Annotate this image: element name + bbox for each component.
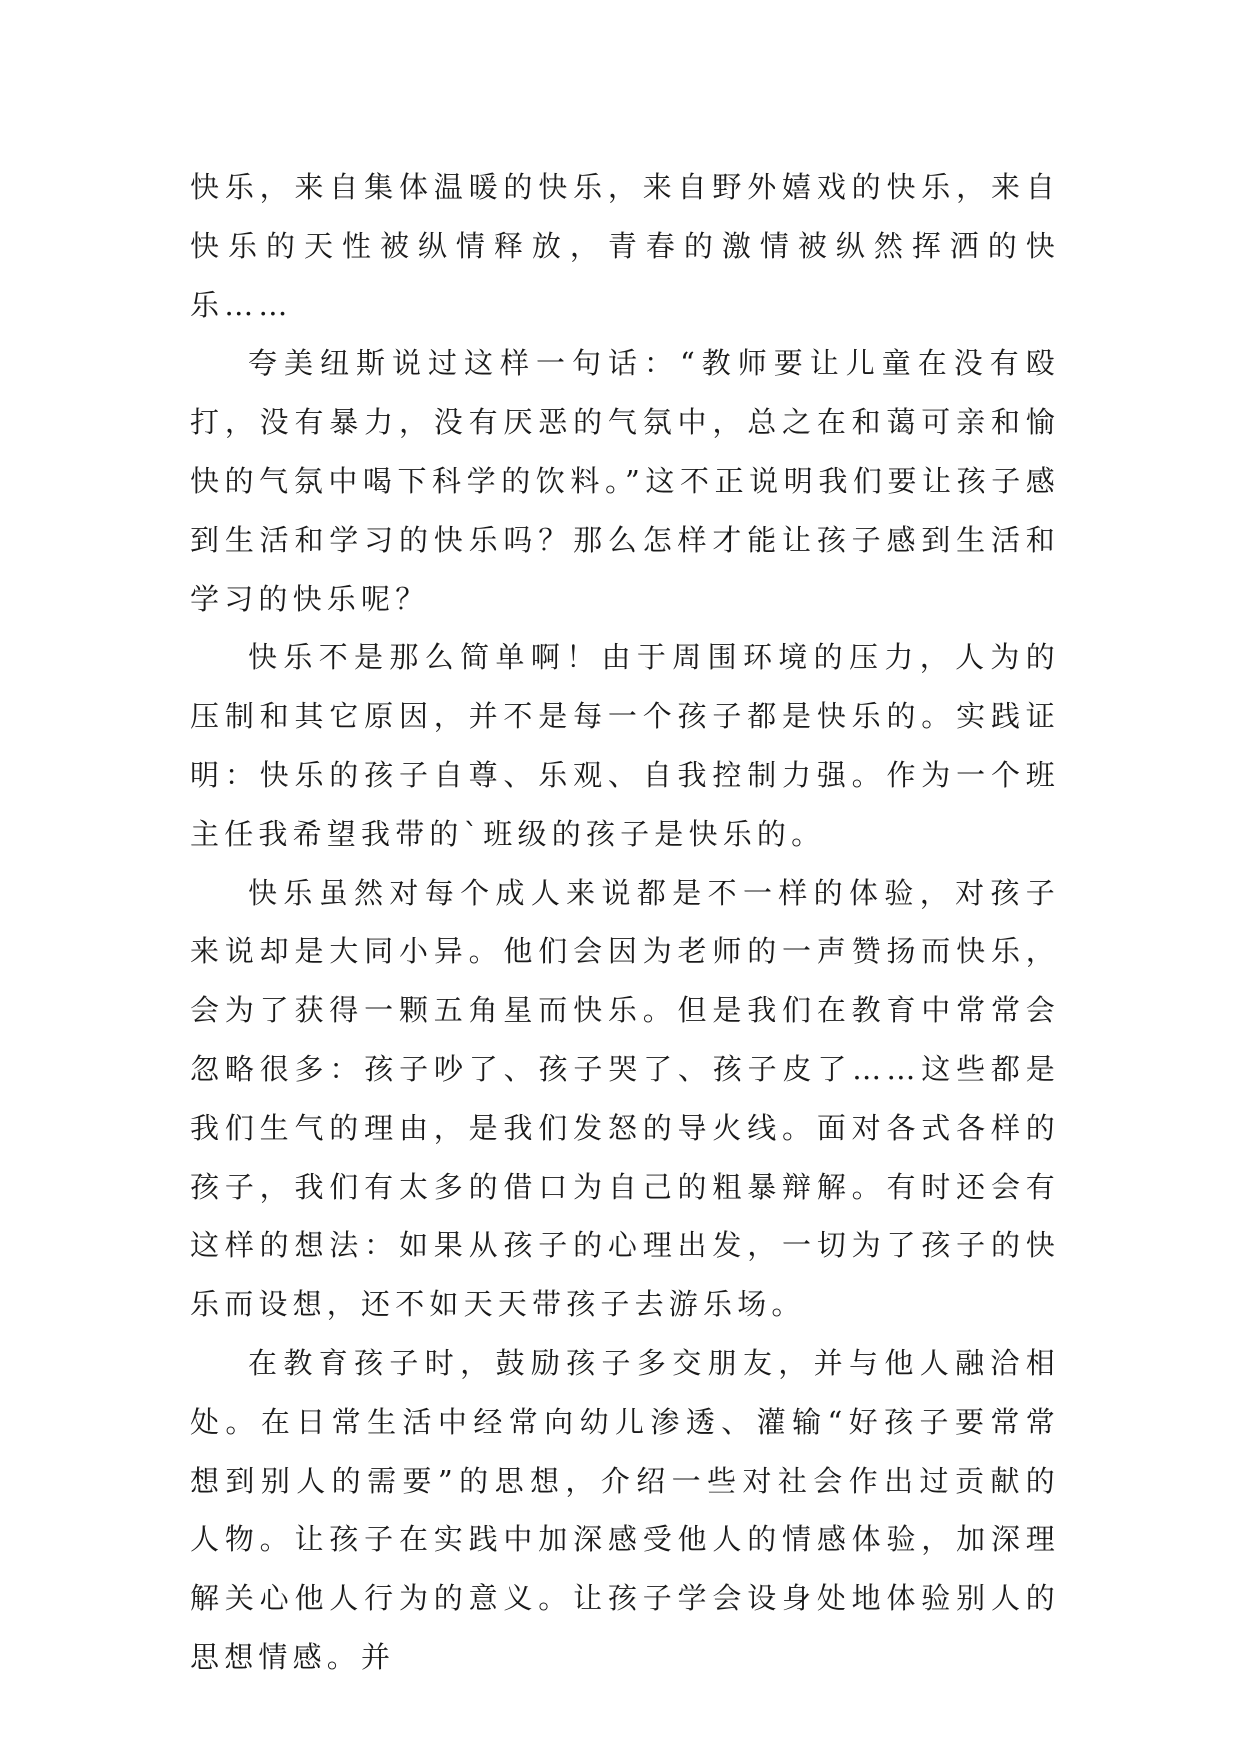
paragraph-4: 快乐虽然对每个成人来说都是不一样的体验，对孩子来说却是大同小异。他们会因为老师的一声赞扬而快乐，会为了获得一颗五角星而快乐。但是我们在教育中常常会忽略很多：孩子吵了、孩子哭了、孩子皮了……这些都是我们生气的理由，是我们发怒的导火线。面对各式各样的孩子，我们有太多的借口为自己的粗暴辩解。有时还会有这样的想法：如果从孩子的心理出发，一切为了孩子的快乐而设想，还不如天天带孩子去游乐场。 xyxy=(190,875,1060,1322)
paragraph-2: 夸美纽斯说过这样一句话：“教师要让儿童在没有殴打，没有暴力，没有厌恶的气氛中，总之在和蔼可亲和愉快的气氛中喝下科学的饮料。”这不正说明我们要让孩子感到生活和学习的快乐吗？那么怎样才能让孩子感到生活和学习的快乐呢？ xyxy=(190,346,1060,616)
paragraph-5: 在教育孩子时，鼓励孩子多交朋友，并与他人融洽相处。在日常生活中经常向幼儿渗透、灌输“好孩子要常常想到别人的需要”的思想，介绍一些对社会作出过贡献的人物。让孩子在实践中加深感受他人的情感体验，加深理解关心他人行为的意义。让孩子学会设身处地体验别人的思想情感。并 xyxy=(190,1345,1060,1674)
document-body xyxy=(190,158,1060,1687)
paragraph-3: 快乐不是那么简单啊！由于周围环境的压力，人为的压制和其它原因，并不是每一个孩子都是快乐的。实践证明：快乐的孩子自尊、乐观、自我控制力强。作为一个班主任我希望我带的`班级的孩子是快乐的。 xyxy=(190,640,1060,851)
paragraph-1: 快乐，来自集体温暖的快乐，来自野外嬉戏的快乐，来自快乐的天性被纵情释放，青春的激情被纵然挥洒的快乐…… xyxy=(190,170,1060,322)
